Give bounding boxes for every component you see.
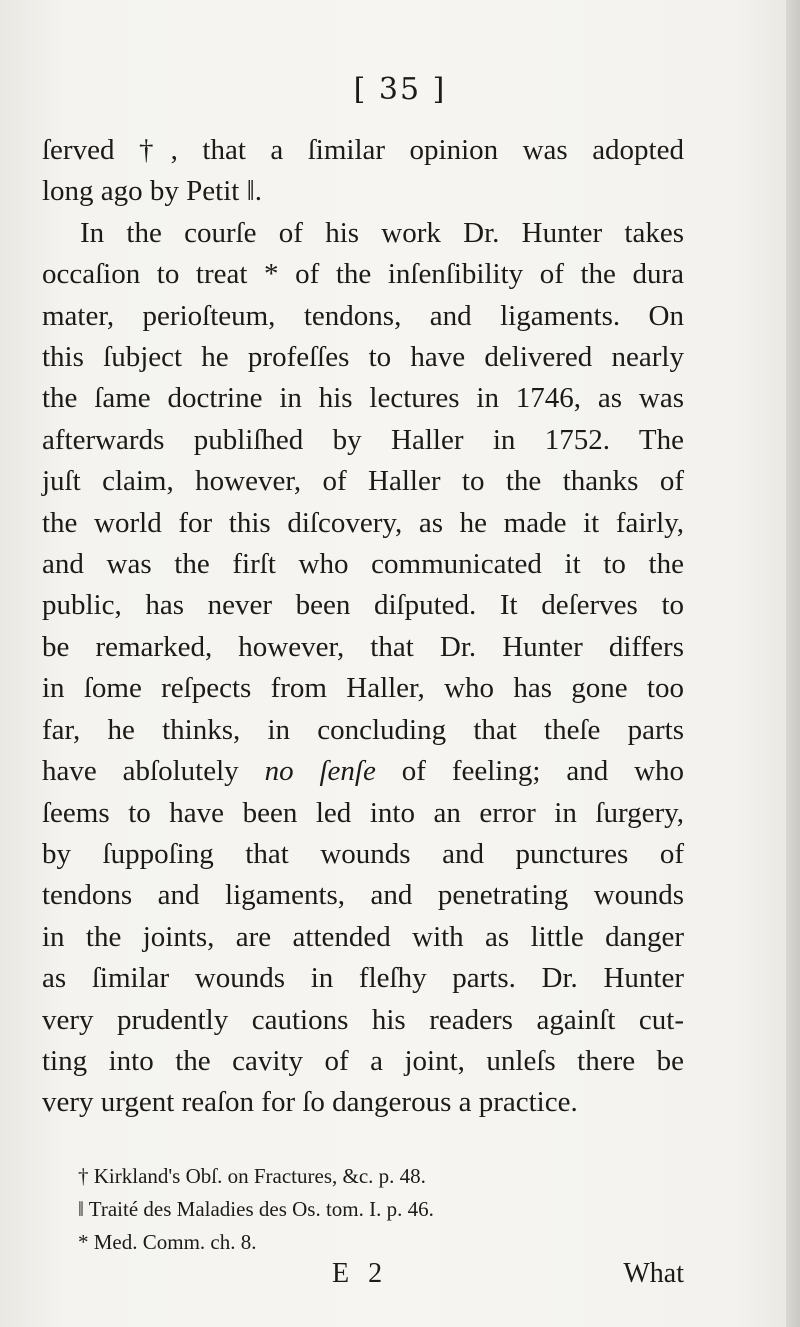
catchword: What bbox=[623, 1258, 684, 1289]
text-line: and was the firſt who communicated it to the bbox=[42, 548, 684, 581]
text-line: afterwards publiſhed by Haller in 1752. The bbox=[42, 423, 684, 456]
page-edge-shadow bbox=[786, 0, 800, 1327]
text-line: public, has never been diſputed. It deſerves to bbox=[42, 589, 684, 622]
text-line: In the courſe of his work Dr. Hunter takes bbox=[80, 216, 684, 249]
text-line: by ſuppoſing that wounds and punctures of bbox=[42, 837, 684, 870]
text-line: in ſome reſpects from Haller, who has gone too bbox=[42, 672, 684, 705]
text-line: this ſubject he profeſſes to have delivered nearly bbox=[42, 341, 684, 374]
footnote: ‖ Traité des Maladies des Os. tom. I. p. 46. bbox=[78, 1197, 434, 1221]
text-line bbox=[42, 751, 684, 792]
footnote: † Kirkland's Obſ. on Fractures, &c. p. 48. bbox=[78, 1164, 426, 1188]
text-line: long ago by Petit ‖. bbox=[42, 175, 262, 208]
page-number-header: [ 35 ] bbox=[353, 72, 447, 107]
text-line: be remarked, however, that Dr. Hunter differs bbox=[42, 630, 684, 663]
text-line: very prudently cautions his readers againſt cut- bbox=[42, 1003, 684, 1036]
text-line: ſerved †, that a ſimilar opinion was adopted bbox=[42, 134, 684, 166]
italic-phrase: no ſenſe bbox=[264, 755, 376, 788]
text-line: ſeems to have been led into an error in ſurgery, bbox=[42, 796, 684, 829]
page-footer bbox=[42, 1258, 684, 1294]
text-line: as ſimilar wounds in fleſhy parts. Dr. Hunter bbox=[42, 962, 684, 995]
text-fragment: of feeling; and who bbox=[401, 755, 685, 788]
body-text bbox=[42, 130, 684, 1124]
text-line: ting into the cavity of a joint, unleſs there be bbox=[42, 1044, 684, 1077]
text-line: the ſame doctrine in his lectures in 1746, as was bbox=[42, 382, 684, 415]
text-fragment: have abſolutely bbox=[42, 755, 239, 788]
text-line: far, he thinks, in concluding that theſe parts bbox=[42, 713, 684, 746]
text-line: tendons and ligaments, and penetrating wounds bbox=[42, 879, 684, 912]
footnotes bbox=[78, 1160, 434, 1259]
text-line: very urgent reaſon for ſo dangerous a practice. bbox=[42, 1086, 578, 1119]
footnote: * Med. Comm. ch. 8. bbox=[78, 1230, 257, 1254]
text-line: occaſion to treat * of the inſenſibility of the dura bbox=[42, 258, 684, 291]
text-line: juſt claim, however, of Haller to the thanks of bbox=[42, 465, 684, 498]
text-line: in the joints, are attended with as little danger bbox=[42, 920, 684, 953]
text-line: mater, perioſteum, tendons, and ligaments. On bbox=[42, 299, 684, 332]
text-line: the world for this diſcovery, as he made it fairly, bbox=[42, 506, 684, 539]
signature-mark: E 2 bbox=[332, 1258, 389, 1289]
